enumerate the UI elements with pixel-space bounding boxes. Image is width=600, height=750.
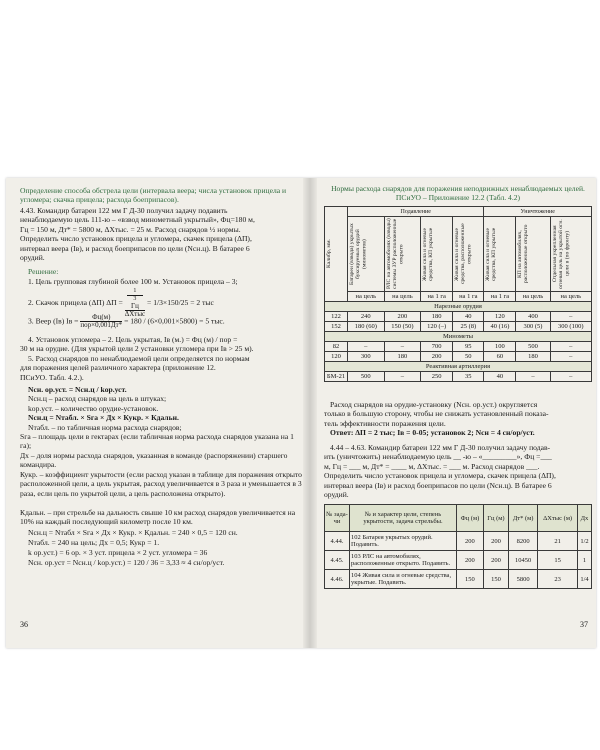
def-line: Дх – доля нормы расхода снарядов, указанная в команде (распоряжении) старшего командира.: [20, 451, 288, 470]
t2-header: Гц (м): [483, 505, 508, 532]
t1-cell: 200: [384, 312, 421, 322]
one-third: [127, 288, 143, 303]
problem-line: м, Гц = ___ м, Дт* = ____ м, ΔXтыс. = ___ м. Расход снарядов ___.: [324, 461, 540, 471]
t1-col-header: РЛС на автомобилях (взводы) системы 3УР расположенные открыто: [384, 217, 421, 292]
t1-cell: 152: [325, 322, 348, 332]
t2-cell: 23: [538, 570, 578, 589]
t1-cell: 40: [453, 312, 484, 322]
t1-band-row: [325, 332, 592, 342]
step-line: ПСиУО. Табл. 4.2.).: [20, 372, 84, 382]
problem-line: ить (уничтожить) ненаблюдаемую цель __ -ю – «_________», Фц =___: [324, 452, 552, 462]
para-line: Расход снарядов на орудие-установку (Nсн. ор.уст.) округляется: [330, 400, 538, 409]
t1-cell: 82: [325, 342, 348, 352]
left-page: [6, 178, 304, 648]
t1-suppress-header: Подавление: [348, 207, 484, 217]
table-row: [325, 322, 592, 332]
depth-var: Гц: [131, 302, 139, 310]
table-row: [325, 352, 592, 362]
t1-band-rockets: Реактивная артиллерия: [325, 362, 592, 372]
t1-unit: на цель: [516, 292, 550, 302]
t1-header-groups: [325, 207, 592, 217]
t1-cell: 400: [516, 312, 550, 322]
t2-cell: 102 Батарея укрытых орудий. Подавить.: [350, 532, 457, 551]
t1-col-header: Отдельная укрепленная огневая цель на укрытой огн. цели в (по фронту): [550, 217, 591, 292]
t1-col-header: Живая сила и огневые средства, КП укрытые: [484, 217, 516, 292]
t1-calibre-header: Калибр, мм.: [325, 207, 348, 302]
t1-unit: на 1 га: [453, 292, 484, 302]
t1-cell: 240: [348, 312, 385, 322]
t2-cell: 1/2: [577, 532, 591, 551]
t1-cell: 40 (16): [484, 322, 516, 332]
problem-line: Определить число установок прицела и угломера, скачек прицела (ΔП),: [324, 471, 556, 481]
step-3: [28, 314, 300, 329]
t1-cell: 40: [484, 372, 516, 382]
t1-cell: 180: [384, 352, 421, 362]
t1-cell: 180 (60): [348, 322, 385, 332]
t1-unit: на 1 га: [484, 292, 516, 302]
t2-cell: 104 Живая сила и огневые средства, укрытые. Подавить.: [350, 570, 457, 589]
table-row: [325, 532, 592, 551]
problem-line: ненаблюдаемую цель 111-ю – «взвод минометный укрытый», Фц=180 м,: [20, 215, 255, 225]
tasks-table: [324, 504, 592, 589]
table1-title: Нормы расхода снарядов для поражения неподвижных ненаблюдаемых целей. ПСиУО – Приложение 12.2 (Табл. 4.2): [331, 184, 585, 203]
t2-header: № и характер цели, степень укрытости, задача стрельбы.: [350, 505, 457, 532]
problem-line: 4.43. Командир батареи 122 мм Г Д-30 получил задачу подавить: [20, 206, 228, 215]
book-spread: [6, 178, 596, 648]
problem-line: Определить число установок прицела и угломера, скачек прицела (ΔП),: [20, 234, 252, 244]
step-line: для поражения целей различного характера (приложение 12.: [20, 363, 216, 373]
ammo-norms-table: [324, 206, 592, 382]
t1-cell: 300: [348, 352, 385, 362]
t2-cell: 5800: [509, 570, 538, 589]
t2-cell: 8200: [509, 532, 538, 551]
t2-header-row: [325, 505, 592, 532]
t1-cell: 120: [325, 352, 348, 362]
t1-cell: 300 (100): [550, 322, 591, 332]
para-line: только в большую сторону, чтобы не снижать установленный показа-: [324, 409, 549, 419]
t1-cell: 100: [484, 342, 516, 352]
t2-header: ΔXтыс (м): [538, 505, 578, 532]
def-line: Sга – площадь цели в гектарах (если табличная норма расхода снарядов указана на 1 га);: [20, 432, 294, 451]
three: 3: [133, 296, 137, 302]
t1-cell: 50: [453, 352, 484, 362]
t2-cell: 4.45.: [325, 551, 350, 570]
step-1: 1. Цель групповая глубиной более 100 м. Установок прицела – 3;: [28, 277, 238, 286]
t2-cell: 1/4: [577, 570, 591, 589]
problem-line: интервал веера (Iв) и расход боеприпасов по цели (Nсн.ц). В батарее 6: [324, 480, 552, 490]
t1-cell: 35: [453, 372, 484, 382]
def-formula: Nсн.ц = Nтабл. × Sга × Дх × Кукр. × Кдальн.: [28, 413, 179, 423]
def-formula: Nсн. ор.уст. = Nсн.ц / kор.уст.: [28, 385, 127, 394]
t1-unit: на цель: [384, 292, 421, 302]
t1-cell: 120: [484, 312, 516, 322]
step-3-prefix: 3. Веер (Iв) Iв =: [28, 316, 79, 326]
t1-cell: БМ-21: [325, 372, 348, 382]
problem-line: интервал веера (Iв), и расход боеприпасов по цели (Nсн.ц). В батарее 6: [20, 243, 250, 253]
t1-col-header: КП на автомобилях, расположенные открыто: [516, 217, 550, 292]
t1-band-row: [325, 362, 592, 372]
page-number-right: 37: [580, 620, 588, 629]
t1-cell: –: [550, 312, 591, 322]
t2-cell: 10450: [509, 551, 538, 570]
t1-cell: 25 (8): [453, 322, 484, 332]
t2-cell: 200: [457, 532, 484, 551]
calc-line: Nсн.ц = Nтабл × Sга × Дх × Кукр. × Кдальн. = 240 × 0,5 = 120 сн.: [28, 528, 238, 537]
t1-cell: 700: [421, 342, 453, 352]
t1-cell: 500: [348, 372, 385, 382]
problem-line: 4.44 – 4.63. Командир батареи 122 мм Г Д-30 получил задачу подав-: [330, 443, 551, 452]
t2-cell: 4.44.: [325, 532, 350, 551]
step-2-prefix: 2. Скачок прицела (ΔП) ΔП =: [28, 297, 123, 307]
t2-cell: 4.46.: [325, 570, 350, 589]
t1-cell: 180: [516, 352, 550, 362]
t1-cell: –: [384, 342, 421, 352]
skip-fraction-numerator: [125, 288, 145, 311]
t1-units-row: [325, 292, 592, 302]
t1-destroy-header: Уничтожение: [484, 207, 592, 217]
t1-col-header: Живая сила и огневые средства, КП укрытые: [421, 217, 453, 292]
t1-cell: 200: [421, 352, 453, 362]
t1-cell: –: [550, 352, 591, 362]
t2-cell: 200: [483, 551, 508, 570]
problem-line: Гц = 150 м, Дт* = 5800 м, ΔXтыс. = 25 м. Расход снарядов ½ нормы.: [20, 224, 241, 234]
t2-cell: 103 РЛС на автомобилях, расположенные открыто. Подавить.: [350, 551, 457, 570]
def-line: Кдальн. – при стрельбе на дальность свыше 10 км расход снарядов увеличивается на 10% на каждый последующий километр после 10 км.: [20, 508, 296, 527]
t2-header: Дх: [577, 505, 591, 532]
t1-unit: на 1 га: [421, 292, 453, 302]
t2-header: Дт* (м): [509, 505, 538, 532]
left-section-title: Определение способа обстрела цели (интервала веера; числа установок прицела и угломера; скачка прицела; расхода боеприпасов).: [20, 186, 287, 205]
step-line: 4. Установок угломера – 2. Цель укрытая, Iв (м.) = Фц (м) / пор =: [28, 335, 238, 344]
problem-line: орудий.: [20, 253, 45, 262]
t1-cell: 250: [421, 372, 453, 382]
table-row: [325, 551, 592, 570]
def-line: kор.уст. – количество орудие-установок.: [28, 403, 159, 413]
table-row: [325, 372, 592, 382]
book-gutter: [303, 178, 317, 648]
t2-header: Фц (м): [457, 505, 484, 532]
t1-cell: 300 (5): [516, 322, 550, 332]
t1-band-mortars: Минометы: [325, 332, 592, 342]
t1-cell: –: [516, 372, 550, 382]
one: 1: [127, 288, 143, 296]
step-2-suffix: = 1/3×150/25 = 2 тыс: [147, 297, 214, 307]
step-3-suffix: = 180 / (6×0,001×5800) = 5 тыс.: [124, 316, 225, 326]
t1-band-howitzers: Нарезные орудия: [325, 302, 592, 312]
def-line: Кукр. – коэффициент укрытости (если расход указан в таблице для поражения открыто расположенной цели, а цель укрытая, расход увеличивается в 3 раза и уменьшается в 3 раза, если цель по укрытой цели, а цель расположена открыто).: [20, 470, 302, 498]
t1-cell: 150 (50): [384, 322, 421, 332]
para-line: тель эффективности поражения цели.: [324, 418, 446, 428]
step-line: 30 м на орудие. (Для укрытой цели 2 установки угломера при Iв > 25 м).: [20, 344, 254, 354]
calc-line: k ор.уст.) = 6 ор. × 3 уст. прицела × 2 уст. угломера = 36: [28, 548, 208, 557]
calc-line: Nтабл. = 240 на цель; Дх = 0,5; Кукр = 1.: [28, 538, 160, 547]
t1-header-vertical: [325, 217, 592, 292]
def-line: Nтабл. – по табличная норма расхода снарядов;: [28, 422, 182, 432]
t1-cell: 60: [484, 352, 516, 362]
t1-cell: 95: [453, 342, 484, 352]
t1-col-header: Живая сила и огневые средства, расположенные открыто: [453, 217, 484, 292]
step-line: 5. Расход снарядов по ненаблюдаемой цели определяется по нормам: [28, 353, 250, 363]
answer-line: Ответ: ΔП = 2 тыс; Iв = 0-05; установок 2; Nсн = 4 сн/ор/уст.: [330, 428, 535, 438]
fan-numerator: Фц(м): [80, 314, 122, 322]
calc-line: Nсн. ор.уст = Nсн.ц / kор.уст.) = 120 / 36 = 3,33 ≈ 4 сн/ор/уст.: [28, 558, 225, 567]
page-number-left: 36: [20, 620, 28, 629]
right-page: [318, 178, 596, 648]
t2-cell: 200: [457, 551, 484, 570]
fan-fraction: [80, 314, 122, 329]
t1-cell: –: [550, 342, 591, 352]
t1-cell: 180: [421, 312, 453, 322]
table-row: [325, 570, 592, 589]
t2-cell: 1: [577, 551, 591, 570]
t1-cell: –: [348, 342, 385, 352]
skip-fraction-denominator: ΔXтыс: [124, 310, 146, 318]
t2-cell: 150: [457, 570, 484, 589]
t2-cell: 21: [538, 532, 578, 551]
t1-unit: на цель: [348, 292, 385, 302]
t2-cell: 200: [483, 532, 508, 551]
def-line: Nсн.ц – расход снарядов на цель в штуках;: [28, 394, 167, 404]
table-row: [325, 312, 592, 322]
t1-cell: –: [550, 372, 591, 382]
t1-unit: на цель: [550, 292, 591, 302]
t1-band-row: [325, 302, 592, 312]
t1-cell: 120 (–): [421, 322, 453, 332]
fan-denominator: пор×0,001Дт*: [80, 321, 123, 329]
solution-label: Решение:: [28, 267, 59, 276]
t2-cell: 15: [538, 551, 578, 570]
t1-col-header: Батареи (взвода) укрытых буксируемых орудий (минометов): [348, 217, 385, 292]
t1-cell: 500: [516, 342, 550, 352]
t2-header: № зада-чи: [325, 505, 350, 532]
table-row: [325, 342, 592, 352]
t1-cell: 122: [325, 312, 348, 322]
t1-cell: –: [384, 372, 421, 382]
problem-line: орудий.: [324, 490, 349, 499]
t2-cell: 150: [483, 570, 508, 589]
